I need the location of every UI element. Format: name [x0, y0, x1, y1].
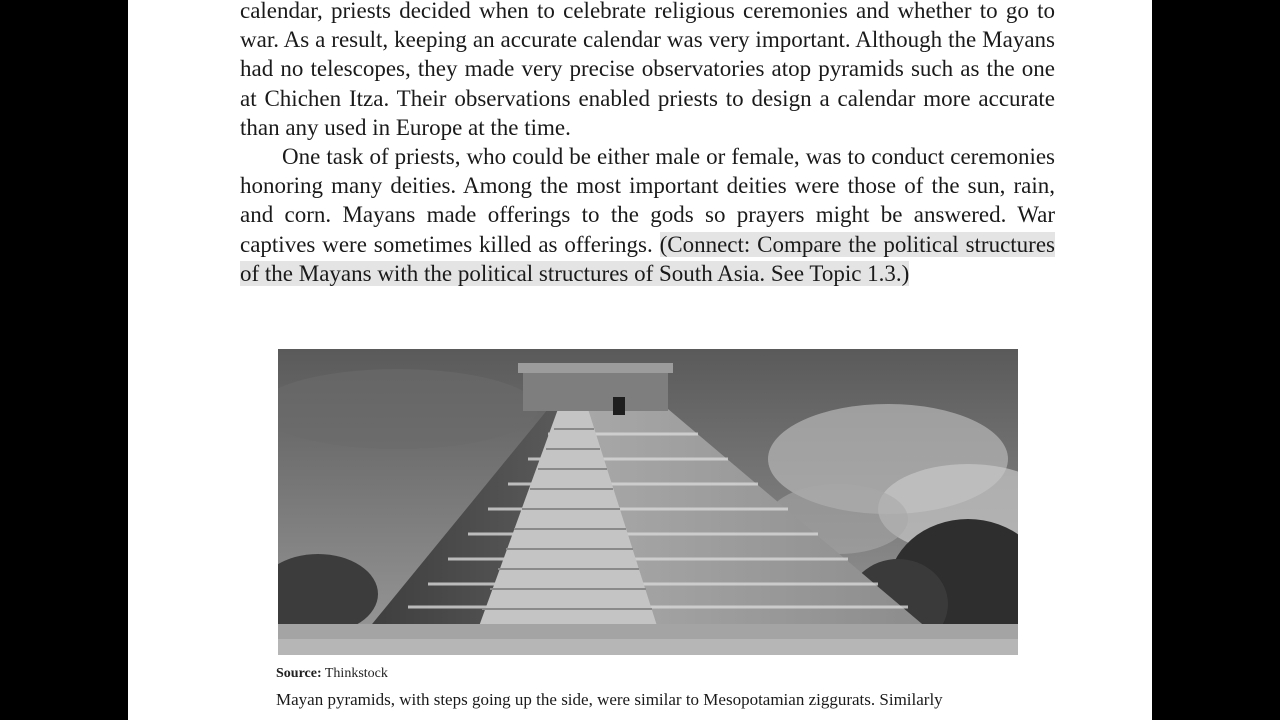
image-source [276, 666, 388, 682]
chichen-itza-pyramid-illustration [278, 349, 1018, 655]
paragraph-priests [240, 142, 1055, 288]
source-value: Thinkstock [324, 666, 388, 681]
pyramid-photo [278, 349, 1018, 655]
textbook-page [128, 0, 1152, 720]
paragraph-priests-text: One task of priests, who could be either male or female, was to conduct ceremonies honoring many deities. Among the most important deities were those of the sun, rain, and corn. Mayans made offerings to the gods so prayers might be answered. War captives were sometimes killed as offerings. [240, 144, 1055, 257]
connect-note: (Connect: Compare the political structures of the Mayans with the political structures of South Asia. See Topic 1.3.) [240, 231, 1055, 286]
source-label: Source: [276, 666, 322, 681]
figure-caption: Mayan pyramids, with steps going up the side, were similar to Mesopotamian ziggurats. Similarly [276, 690, 943, 709]
paragraph-calendar: calendar, priests decided when to celebrate religious ceremonies and whether to go to war. As a result, keeping an accurate calendar was very important. Although the Mayans had no telescopes, they made very precise observatories atop pyramids such as the one at Chichen Itza. Their observations enabled priests to design a calendar more accurate than any used in Europe at the time. [240, 0, 1055, 140]
body-text [240, 0, 1055, 288]
